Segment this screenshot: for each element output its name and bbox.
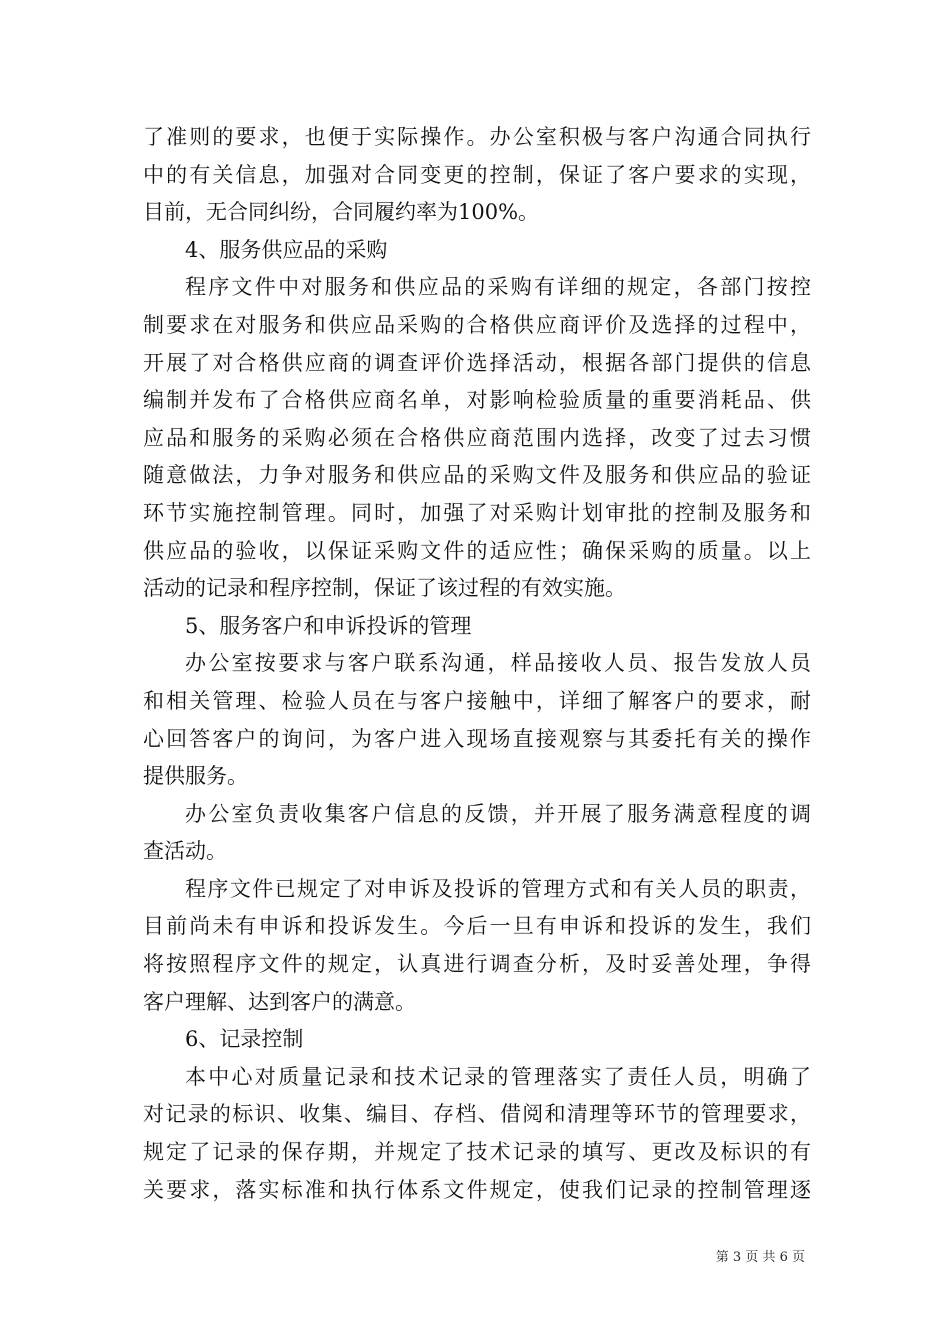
text-line: 客户理解、达到客户的满意。 — [143, 989, 416, 1014]
text-line: 规定了记录的保存期，并规定了技术记录的填写、更改及标识的有 — [143, 1140, 811, 1165]
text-line: 开展了对合格供应商的调查评价选择活动，根据各部门提供的信息 — [143, 350, 811, 375]
text-line: 活动的记录和程序控制，保证了该过程的有效实施。 — [143, 576, 626, 601]
text-line: 6、记录控制 — [185, 1027, 304, 1052]
text-line: 本中心对质量记录和技术记录的管理落实了责任人员，明确了 — [185, 1064, 811, 1089]
text-line: 了准则的要求，也便于实际操作。办公室积极与客户沟通合同执行 — [143, 125, 811, 149]
text-line: 供应品的验收，以保证采购文件的适应性；确保采购的质量。以上 — [143, 538, 811, 563]
document-body — [143, 119, 811, 1209]
text-line: 中的有关信息，加强对合同变更的控制，保证了客户要求的实现， — [143, 162, 811, 187]
text-line: 编制并发布了合格供应商名单，对影响检验质量的重要消耗品、供 — [143, 388, 811, 413]
text-line: 制要求在对服务和供应品采购的合格供应商评价及选择的过程中， — [143, 312, 811, 337]
text-line: 办公室按要求与客户联系沟通，样品接收人员、报告发放人员 — [185, 651, 811, 676]
text-line: 应品和服务的采购必须在合格供应商范围内选择，改变了过去习惯 — [143, 425, 811, 450]
text-line: 关要求，落实标准和执行体系文件规定，使我们记录的控制管理逐 — [143, 1177, 811, 1202]
text-line: 环节实施控制管理。同时，加强了对采购计划审批的控制及服务和 — [143, 500, 811, 525]
text-line: 程序文件已规定了对申诉及投诉的管理方式和有关人员的职责， — [185, 876, 811, 901]
text-line: 程序文件中对服务和供应品的采购有详细的规定，各部门按控 — [185, 275, 811, 300]
text-line: 办公室负责收集客户信息的反馈，并开展了服务满意程度的调 — [185, 801, 811, 826]
text-line: 目前尚未有申诉和投诉发生。今后一旦有申诉和投诉的发生，我们 — [143, 914, 811, 939]
text-line: 对记录的标识、收集、编目、存档、借阅和清理等环节的管理要求， — [143, 1102, 811, 1127]
text-line: 目前，无合同纠纷，合同履约率为100%。 — [143, 200, 540, 225]
text-line: 将按照程序文件的规定，认真进行调查分析，及时妥善处理，争得 — [143, 952, 811, 977]
page-number: 第 3 页 共 6 页 — [715, 1250, 805, 1265]
text-line: 5、服务客户和申诉投诉的管理 — [185, 613, 472, 638]
text-line: 随意做法，力争对服务和供应品的采购文件及服务和供应品的验证 — [143, 463, 811, 488]
text-line: 提供服务。 — [143, 764, 248, 789]
text-line: 和相关管理、检验人员在与客户接触中，详细了解客户的要求，耐 — [143, 688, 811, 713]
text-line: 4、服务供应品的采购 — [185, 237, 388, 262]
text-line: 查活动。 — [143, 839, 227, 864]
text-line: 心回答客户的询问，为客户进入现场直接观察与其委托有关的操作 — [143, 726, 811, 751]
